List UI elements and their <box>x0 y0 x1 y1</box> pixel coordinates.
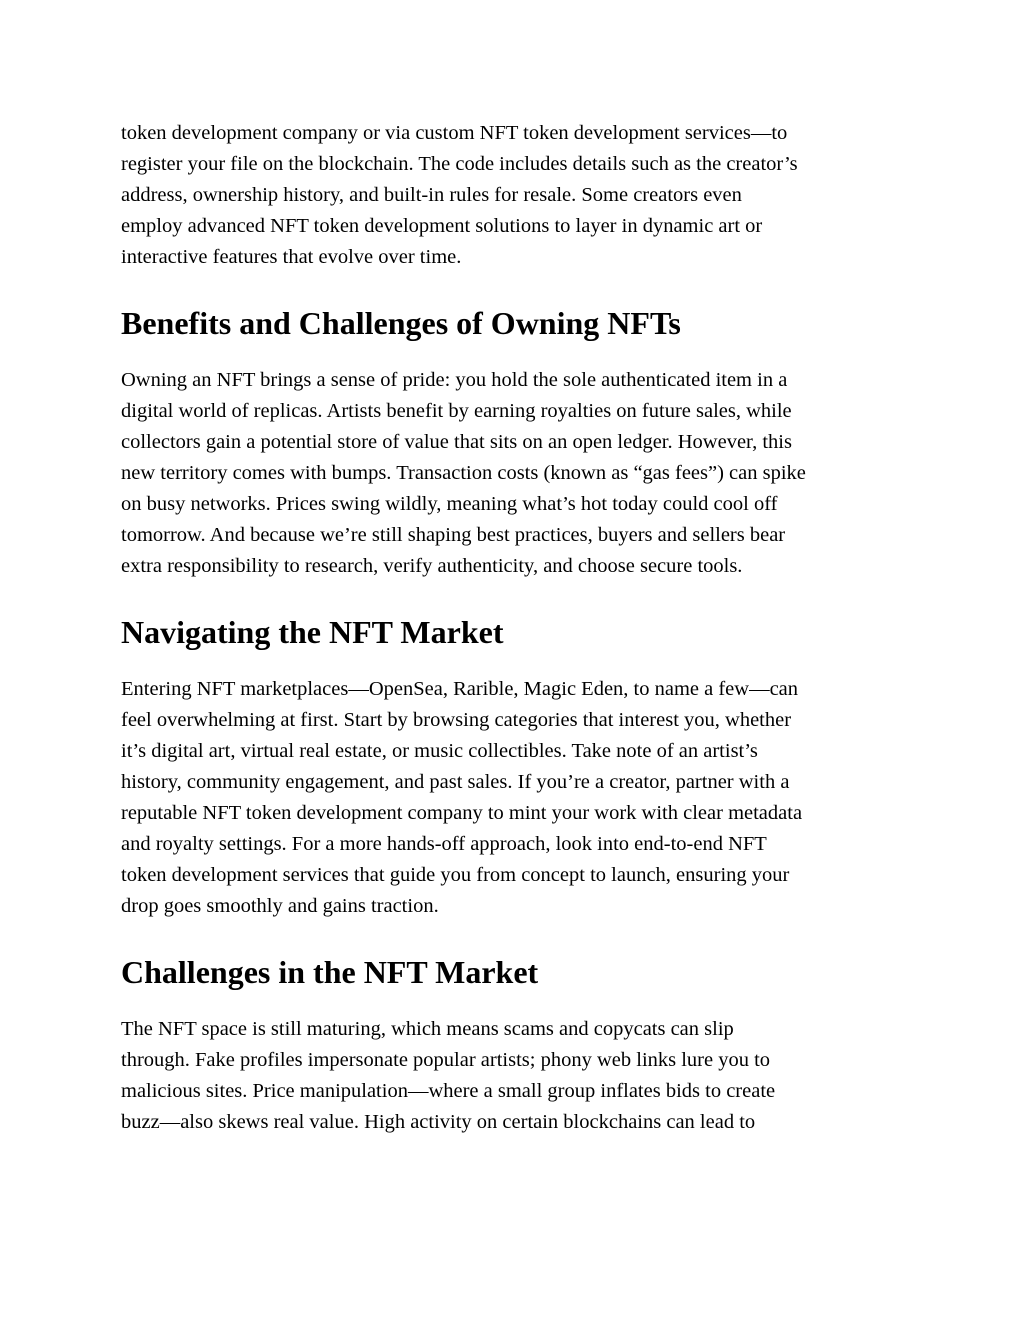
paragraph-line: employ advanced NFT token development solutions to layer in dynamic art or <box>121 215 763 237</box>
paragraph-line: feel overwhelming at first. Start by browsing categories that interest you, whether <box>121 709 792 731</box>
paragraph-line: extra responsibility to research, verify authenticity, and choose secure tools. <box>121 555 743 577</box>
paragraph-line: buzz—also skews real value. High activity on certain blockchains can lead to <box>121 1111 756 1133</box>
paragraph-line: through. Fake profiles impersonate popular artists; phony web links lure you to <box>121 1049 771 1071</box>
paragraph-line: malicious sites. Price manipulation—where a small group inflates bids to create <box>121 1080 776 1102</box>
section-heading-navigating: Navigating the NFT Market <box>121 614 504 650</box>
paragraph-line: address, ownership history, and built‑in rules for resale. Some creators even <box>121 184 742 206</box>
paragraph-line: collectors gain a potential store of value that sits on an open ledger. However, this <box>121 431 792 453</box>
paragraph-line: and royalty settings. For a more hands‑off approach, look into end‑to‑end NFT <box>121 833 767 855</box>
paragraph-line: register your file on the blockchain. The code includes details such as the creator’s <box>121 153 798 175</box>
paragraph-line: on busy networks. Prices swing wildly, meaning what’s hot today could cool off <box>121 493 778 515</box>
paragraph-line: token development services that guide you from concept to launch, ensuring your <box>121 864 790 886</box>
paragraph-line: history, community engagement, and past sales. If you’re a creator, partner with a <box>121 771 790 793</box>
paragraph-line: The NFT space is still maturing, which means scams and copycats can slip <box>121 1018 734 1040</box>
paragraph-line: Owning an NFT brings a sense of pride: you hold the sole authenticated item in a <box>121 369 788 391</box>
challenges-paragraph <box>121 1014 911 1138</box>
paragraph-line: digital world of replicas. Artists benefit by earning royalties on future sales, while <box>121 400 792 422</box>
paragraph-line: token development company or via custom NFT token development services—to <box>121 122 788 144</box>
intro-paragraph <box>121 118 911 273</box>
paragraph-line: interactive features that evolve over time. <box>121 246 462 268</box>
paragraph-line: new territory comes with bumps. Transaction costs (known as “gas fees”) can spike <box>121 462 806 484</box>
navigating-paragraph <box>121 674 911 922</box>
benefits-paragraph <box>121 365 911 582</box>
document-page <box>121 118 911 1138</box>
paragraph-line: drop goes smoothly and gains traction. <box>121 895 439 917</box>
paragraph-line: it’s digital art, virtual real estate, or music collectibles. Take note of an artist’s <box>121 740 758 762</box>
paragraph-line: reputable NFT token development company to mint your work with clear metadata <box>121 802 803 824</box>
section-heading-challenges: Challenges in the NFT Market <box>121 954 539 990</box>
paragraph-line: Entering NFT marketplaces—OpenSea, Rarible, Magic Eden, to name a few—can <box>121 678 799 700</box>
paragraph-line: tomorrow. And because we’re still shaping best practices, buyers and sellers bear <box>121 524 786 546</box>
section-heading-benefits: Benefits and Challenges of Owning NFTs <box>121 305 681 341</box>
